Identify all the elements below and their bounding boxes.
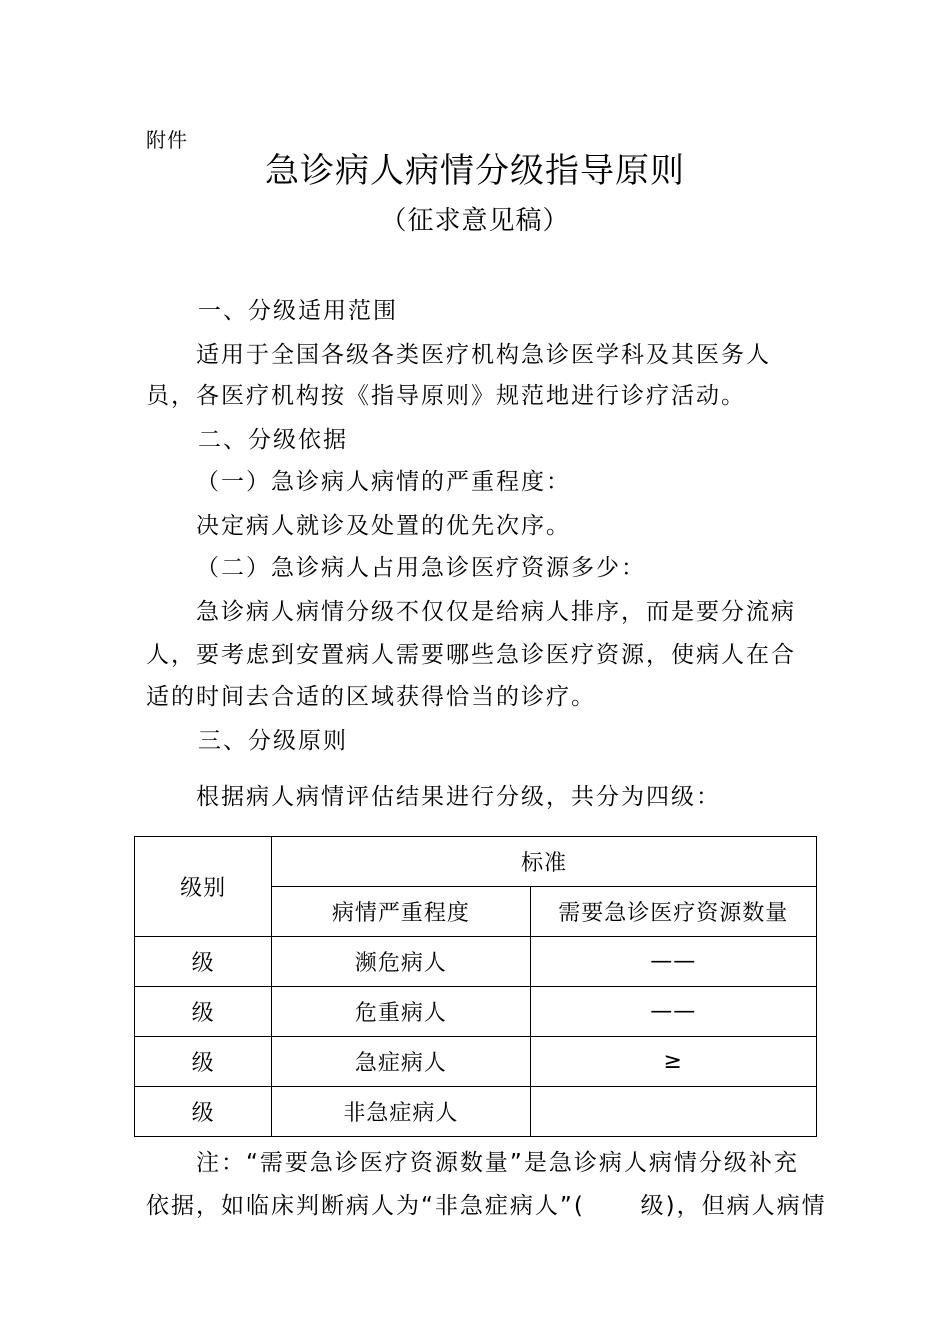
- level-cell: 级: [135, 987, 272, 1037]
- section2-item2-line: 人，要考虑到安置病人需要哪些急诊医疗资源，使病人在合: [146, 642, 796, 668]
- level-header-cell: 级别: [135, 837, 272, 937]
- level-cell: 级: [135, 937, 272, 987]
- section3-intro: 根据病人病情评估结果进行分级，共分为四级：: [196, 784, 721, 810]
- resources-cell: ≥: [530, 1037, 816, 1087]
- section2-item2-heading: （二）急诊病人占用急诊医疗资源多少：: [196, 555, 646, 581]
- section2-heading: 二、分级依据: [198, 427, 348, 453]
- table-header-row: [135, 837, 817, 887]
- resources-cell: ——: [530, 987, 816, 1037]
- resources-header-cell: 需要急诊医疗资源数量: [530, 887, 816, 937]
- resources-cell: [530, 1087, 816, 1137]
- note-line: 依据，如临床判断病人为“非急症病人”( 级)，但病人病情: [146, 1193, 827, 1219]
- section3-heading: 三、分级原则: [198, 728, 348, 754]
- standard-header-cell: 标准: [272, 837, 817, 887]
- grading-table: [134, 836, 817, 1137]
- severity-cell: 非急症病人: [272, 1087, 530, 1137]
- severity-header-cell: 病情严重程度: [272, 887, 530, 937]
- section1-heading: 一、分级适用范围: [198, 298, 398, 324]
- severity-cell: 急症病人: [272, 1037, 530, 1087]
- attachment-label: 附件: [146, 128, 188, 152]
- document-title: 急诊病人病情分级指导原则: [265, 151, 685, 191]
- level-cell: 级: [135, 1037, 272, 1087]
- table-row: [135, 937, 817, 987]
- table-row: [135, 1087, 817, 1137]
- note-line: 注：“需要急诊医疗资源数量”是急诊病人病情分级补充: [196, 1150, 799, 1176]
- document-subtitle: （征求意见稿）: [380, 206, 570, 236]
- table-row: [135, 1037, 817, 1087]
- section1-paragraph-line: 员，各医疗机构按《指导原则》规范地进行诊疗活动。: [146, 383, 746, 409]
- section2-item1-heading: （一）急诊病人病情的严重程度：: [196, 469, 571, 495]
- severity-cell: 危重病人: [272, 987, 530, 1037]
- resources-cell: ——: [530, 937, 816, 987]
- section2-item2-line: 急诊病人病情分级不仅仅是给病人排序，而是要分流病: [196, 599, 796, 625]
- section1-paragraph-line: 适用于全国各级各类医疗机构急诊医学科及其医务人: [196, 342, 771, 368]
- level-cell: 级: [135, 1087, 272, 1137]
- table-row: [135, 987, 817, 1037]
- section2-item2-line: 适的时间去合适的区域获得恰当的诊疗。: [146, 684, 596, 710]
- section2-item1-text: 决定病人就诊及处置的优先次序。: [196, 513, 571, 539]
- severity-cell: 濒危病人: [272, 937, 530, 987]
